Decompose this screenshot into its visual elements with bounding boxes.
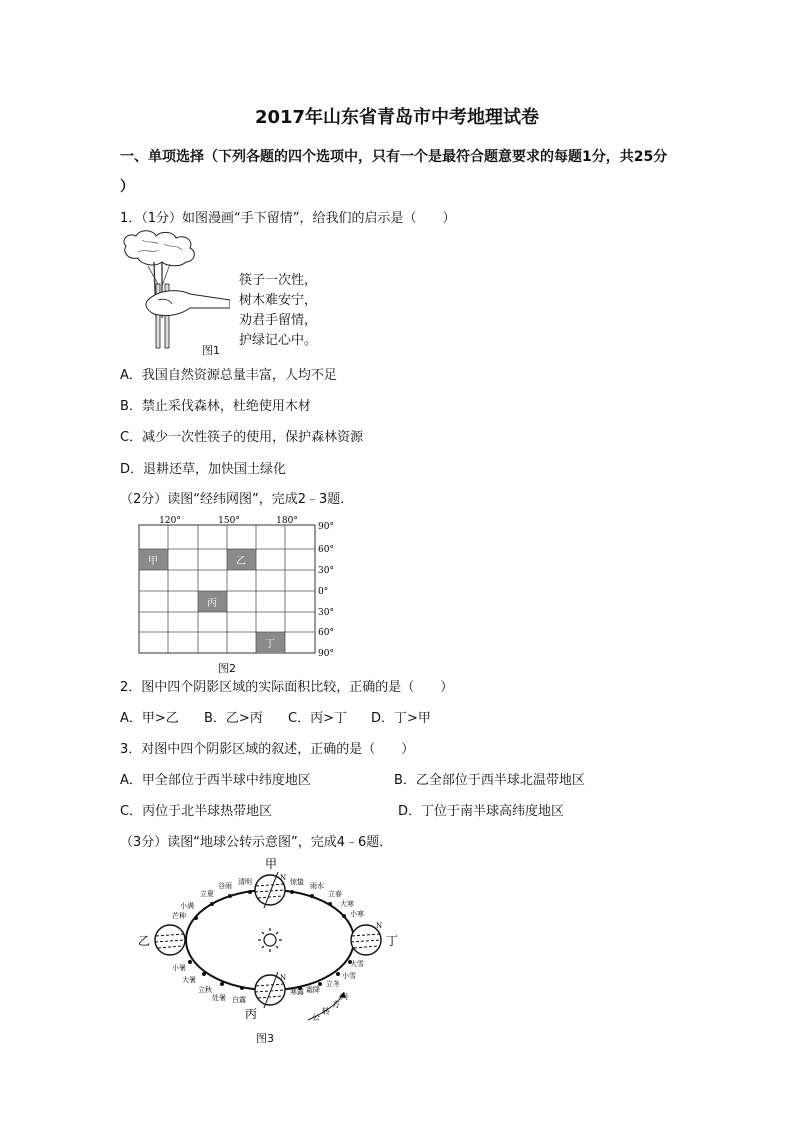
solar-term-label: 小雪	[342, 972, 356, 980]
solar-term-label: 雨水	[310, 882, 324, 890]
solar-term-label: 大暑	[182, 976, 196, 984]
q3-option-a[interactable]: A．甲全部位于西半球中纬度地区	[120, 773, 311, 788]
section-heading: 一、单项选择（下列各题的四个选项中，只有一个是最符合题意要求的每题1分，共25分	[120, 149, 668, 165]
q1-poem-line: 筷子一次性，	[239, 273, 318, 288]
north-pole-label: N	[280, 874, 287, 882]
latitude-label: 60°	[318, 628, 334, 638]
longitude-label: 150°	[218, 516, 240, 526]
q1-option-a[interactable]: A．我国自然资源总量丰富，人均不足	[120, 368, 337, 383]
solar-term-label: 立冬	[326, 980, 340, 988]
q1-poem-line: 树木难安宁，	[239, 293, 318, 308]
solar-term-label: 芒种	[172, 912, 186, 920]
direction-char: 公	[312, 1013, 320, 1022]
solar-term-label: 清明	[238, 878, 252, 886]
direction-char: 转	[322, 1007, 330, 1016]
direction-char: 向	[340, 992, 348, 1001]
latitude-label: 60°	[318, 545, 334, 555]
cell-label-jia: 甲	[148, 556, 158, 567]
latitude-label: 90°	[318, 522, 334, 532]
sun-icon	[258, 928, 282, 952]
north-pole-label: N	[376, 922, 383, 930]
solar-term-label: 大雪	[350, 960, 364, 968]
latitude-label: 0°	[318, 587, 329, 597]
north-pole-label: N	[280, 974, 287, 982]
solar-term-label: 小满	[180, 902, 194, 910]
figure-2-caption: 图2	[218, 662, 236, 675]
cell-label-ding: 丁	[265, 639, 275, 650]
solar-term-label: 小寒	[350, 910, 364, 918]
earth-revolution-figure	[130, 852, 410, 1028]
q2-option-a[interactable]: A．甲>乙	[120, 711, 179, 726]
chopsticks-tree-illustration	[118, 228, 230, 350]
position-label-jia: 甲	[265, 857, 278, 871]
q2-stem: 2．图中四个阴影区域的实际面积比较，正确的是（ ）	[120, 680, 454, 695]
section-heading-cont: ）	[120, 179, 134, 195]
position-label-ding: 丁	[386, 934, 399, 948]
cell-label-yi: 乙	[236, 556, 246, 567]
q1-poem-line: 劝君手留情，	[239, 313, 318, 328]
position-label-yi: 乙	[138, 934, 151, 948]
direction-char: 方	[332, 1000, 340, 1009]
longitude-label: 120°	[159, 516, 181, 526]
solar-term-label: 立夏	[200, 890, 214, 898]
q2-option-b[interactable]: B．乙>丙	[204, 711, 263, 726]
q3-stem: 3．对图中四个阴影区域的叙述，正确的是（ ）	[120, 742, 415, 757]
latitude-label: 30°	[318, 608, 334, 618]
q1-option-c[interactable]: C．减少一次性筷子的使用，保护森林资源	[120, 430, 364, 445]
q2-option-d[interactable]: D．丁>甲	[371, 711, 431, 726]
q1-option-d[interactable]: D．退耕还草，加快国土绿化	[120, 462, 287, 477]
solar-term-label: 大寒	[340, 900, 354, 908]
solar-term-label: 处暑	[212, 994, 226, 1002]
group3-stem: （3分）读图“地球公转示意图”，完成4﹣6题．	[120, 835, 393, 850]
solar-term-label: 立秋	[198, 986, 212, 994]
solar-term-label: 谷雨	[218, 882, 232, 890]
cell-label-bing: 丙	[207, 598, 217, 609]
solar-term-label: 寒露	[290, 988, 304, 996]
latitude-label: 30°	[318, 566, 334, 576]
longitude-label: 180°	[276, 516, 298, 526]
solar-term-label: 小暑	[172, 964, 186, 972]
group2-stem: （2分）读图“经纬网图”，完成2﹣3题．	[120, 492, 354, 507]
q3-option-b[interactable]: B．乙全部位于西半球北温带地区	[394, 773, 585, 788]
q2-option-c[interactable]: C．丙>丁	[288, 711, 347, 726]
q1-poem-line: 护绿记心中。	[239, 333, 318, 348]
solar-term-label: 立春	[328, 890, 342, 898]
q3-option-d[interactable]: D．丁位于南半球高纬度地区	[398, 804, 565, 819]
position-label-bing: 丙	[245, 1007, 258, 1021]
page-title: 2017年山东省青岛市中考地理试卷	[254, 107, 540, 128]
solar-term-label: 白露	[232, 996, 246, 1004]
figure-1-caption: 图1	[202, 344, 220, 357]
solar-term-label: 霜降	[306, 986, 320, 994]
graticule-grid-figure	[130, 514, 340, 660]
latitude-label: 90°	[318, 649, 334, 659]
q1-stem: 1．（1分）如图漫画“手下留情”，给我们的启示是（ ）	[120, 211, 456, 226]
solar-term-label: 惊蛰	[290, 878, 304, 886]
q3-option-c[interactable]: C．丙位于北半球热带地区	[120, 804, 273, 819]
earth-globe-icon	[155, 925, 185, 955]
figure-3-caption: 图3	[256, 1032, 274, 1045]
q1-option-b[interactable]: B．禁止采伐森林，杜绝使用木材	[120, 399, 311, 414]
